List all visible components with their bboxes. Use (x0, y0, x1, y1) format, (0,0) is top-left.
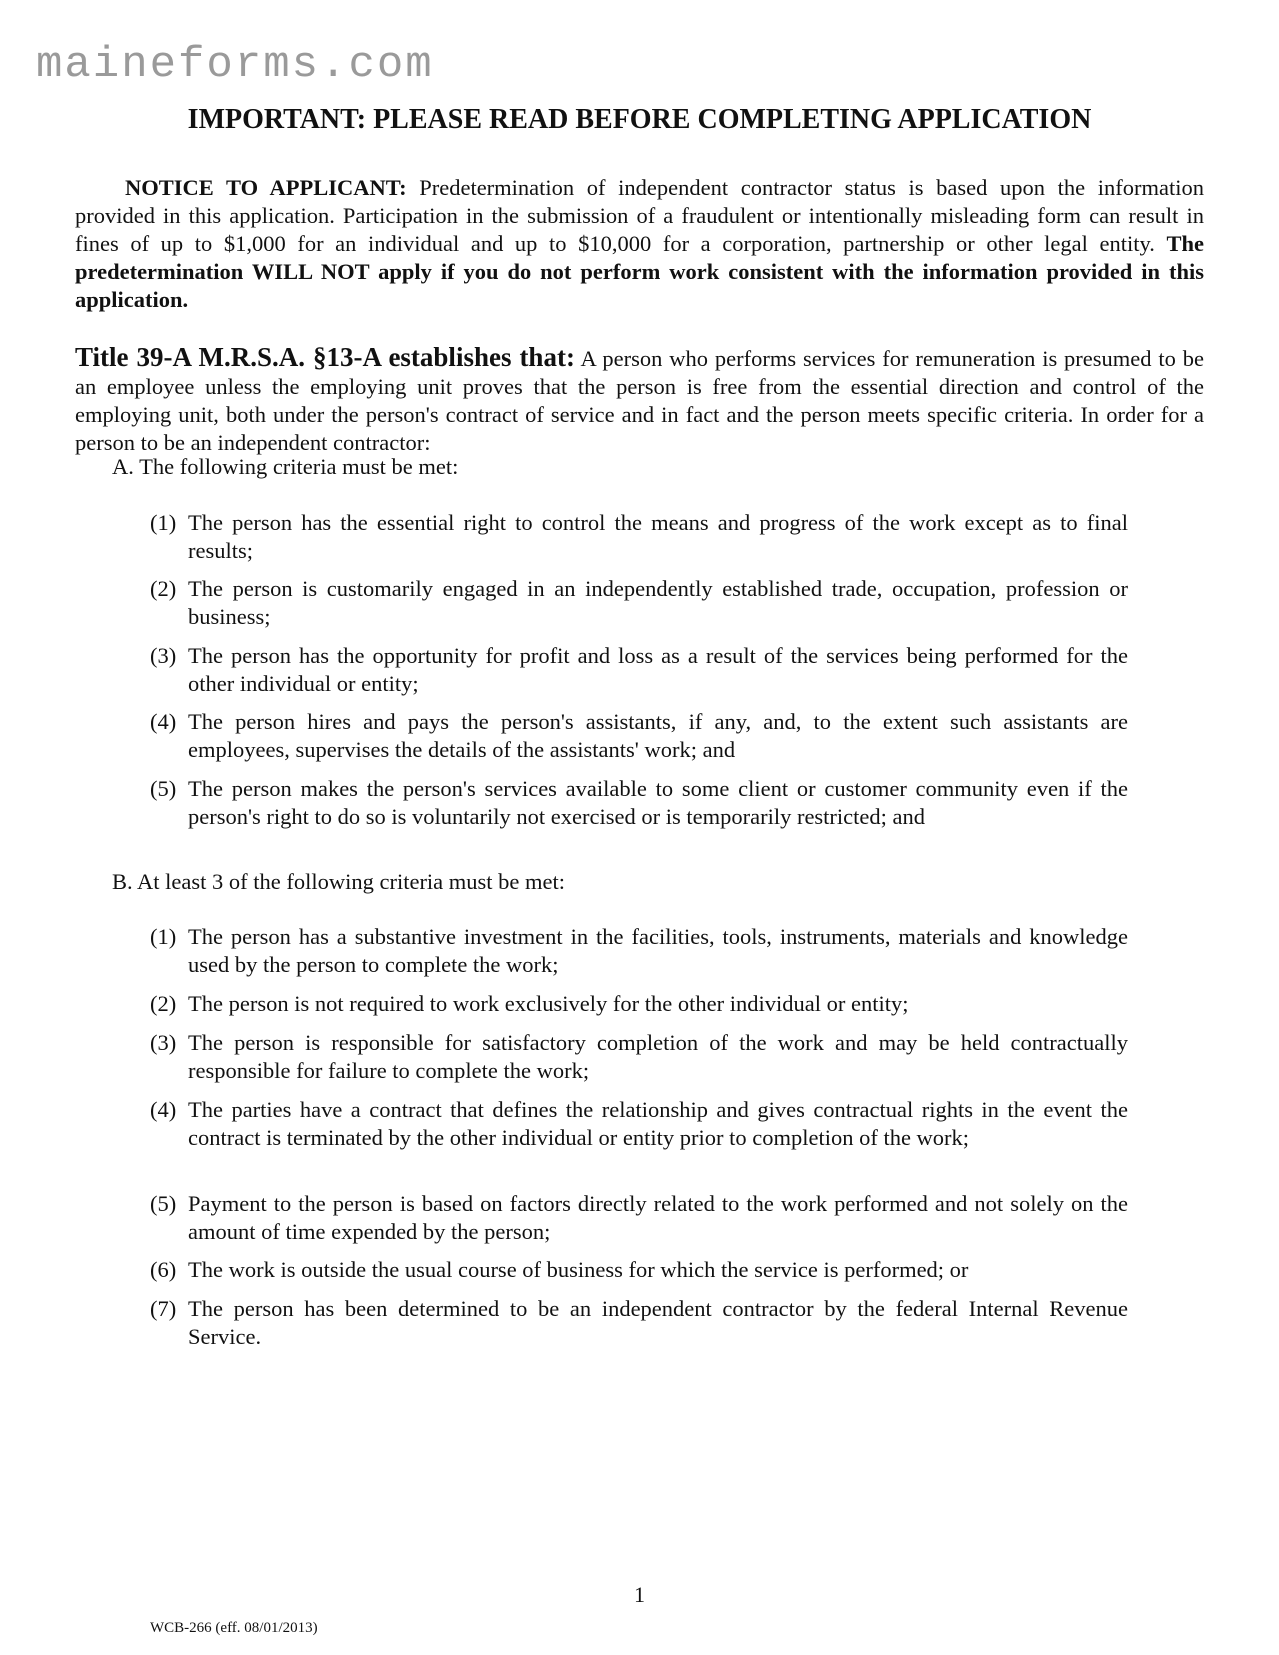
item-text: The person is customarily engaged in an independently established trade, occupation, profession or business; (188, 576, 1128, 629)
item-number: (2) (150, 576, 177, 601)
page-heading: IMPORTANT: PLEASE READ BEFORE COMPLETING APPLICATION (187, 104, 1092, 135)
section-b-item-3 (150, 1029, 1128, 1085)
item-number: (3) (150, 1030, 177, 1055)
item-number: (5) (150, 1191, 177, 1216)
section-a-item-5 (150, 775, 1128, 831)
item-text: The work is outside the usual course of business for which the service is performed; or (188, 1257, 969, 1282)
page-number: 1 (634, 1582, 645, 1607)
section-a-item-3 (150, 642, 1128, 698)
notice-bold-tail: The predetermination WILL NOT apply if you do not perform work consistent with the information provided in this application. (75, 231, 1204, 312)
item-text: The person has a substantive investment in the facilities, tools, instruments, materials and knowledge used by the person to complete the work; (188, 924, 1128, 977)
item-text: The person hires and pays the person's assistants, if any, and, to the extent such assistants are employees, supervises the details of the assistants' work; and (188, 709, 1128, 762)
item-number: (1) (150, 510, 177, 535)
section-b-item-4 (150, 1096, 1128, 1152)
section-b-item-1 (150, 923, 1128, 979)
item-text: The person is responsible for satisfactory completion of the work and may be held contractually responsible for failure to complete the work; (188, 1030, 1128, 1083)
notice-body: Predetermination of independent contractor status is based upon the information provided in this application. Participation in the submission of a fraudulent or intentionally misleading form can result in fines of up to $1,000 for an individual and up to $10,000 for a corporation, partnership or other legal entity. (75, 175, 1204, 256)
section-b-item-5 (150, 1190, 1128, 1246)
item-number: (4) (150, 1097, 177, 1122)
section-a-item-4 (150, 708, 1128, 764)
item-number: (6) (150, 1257, 177, 1282)
section-b-item-7 (150, 1295, 1128, 1351)
statute-paragraph (75, 343, 1204, 457)
watermark-logo: maineforms.com (36, 40, 434, 90)
section-a-item-2 (150, 575, 1128, 631)
item-text: The person has the essential right to control the means and progress of the work except as to final results; (188, 510, 1128, 563)
item-text: The person has the opportunity for profit and loss as a result of the services being performed for the other individual or entity; (188, 643, 1128, 696)
notice-paragraph (75, 174, 1204, 314)
item-number: (2) (150, 991, 177, 1016)
section-b-item-6 (150, 1256, 1128, 1284)
notice-lead: NOTICE TO APPLICANT: (125, 175, 407, 200)
item-number: (4) (150, 709, 177, 734)
item-number: (3) (150, 643, 177, 668)
item-text: The person has been determined to be an independent contractor by the federal Internal Revenue Service. (188, 1296, 1128, 1349)
statute-lead: Title 39-A M.R.S.A. §13-A establishes that: (75, 342, 575, 372)
item-number: (1) (150, 924, 177, 949)
form-code: WCB-266 (eff. 08/01/2013) (150, 1620, 318, 1636)
item-text: The parties have a contract that defines the relationship and gives contractual rights in the event the contract is terminated by the other individual or entity prior to completion of the work; (188, 1097, 1128, 1150)
section-b-label: B. At least 3 of the following criteria must be met: (112, 869, 566, 894)
item-number: (7) (150, 1296, 177, 1321)
section-b-item-2 (150, 990, 1128, 1018)
statute-body: A person who performs services for remuneration is presumed to be an employee unless the employing unit proves that the person is free from the essential direction and control of the employing unit, both under the person's contract of service and in fact and the person meets specific criteria. In order for a person to be an independent contractor: (75, 346, 1204, 455)
item-number: (5) (150, 776, 177, 801)
item-text: The person makes the person's services available to some client or customer community even if the person's right to do so is voluntarily not exercised or is temporarily restricted; and (188, 776, 1128, 829)
section-a-label: A. The following criteria must be met: (112, 454, 459, 479)
item-text: The person is not required to work exclusively for the other individual or entity; (188, 991, 909, 1016)
section-a-item-1 (150, 509, 1128, 565)
item-text: Payment to the person is based on factors directly related to the work performed and not solely on the amount of time expended by the person; (188, 1191, 1128, 1244)
